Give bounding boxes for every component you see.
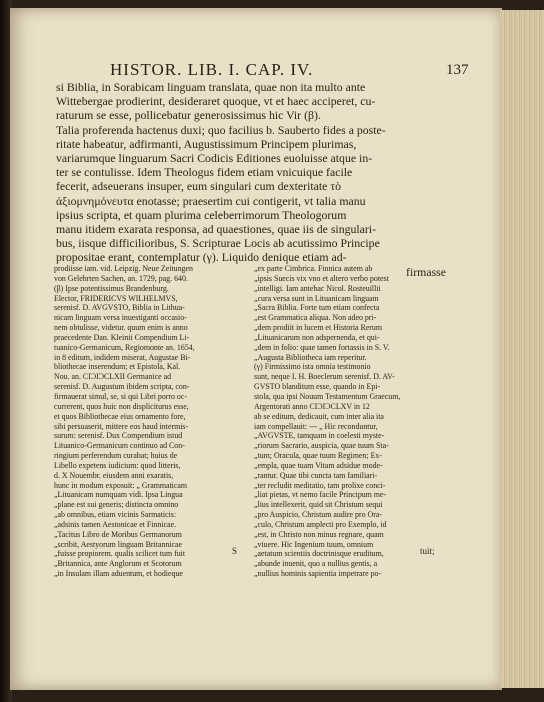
footnote-line: „Tacitus Libro de Moribus Germanorum — [54, 529, 182, 539]
footnote-line: Elector, FRIDERICVS WILHELMVS, — [54, 293, 178, 303]
text-line: bus, iisque difficilioribus, S. Scripturae Locis ab acutissimo Principe — [56, 236, 380, 251]
text-line: si Biblia, in Sorabicam linguam translata, quae non ita multo ante — [56, 80, 366, 94]
footnote-line: „dem in folio: quae tamen fortassis in S. V. — [254, 342, 390, 352]
footnote-line: Argentorati anno CIƆIƆCLXV in 12 — [254, 401, 370, 411]
footnote-line: „riorum Sacrario, auspicia, quae tuum Sta- — [254, 441, 389, 451]
catchword: tuit; — [420, 546, 435, 556]
footnote-line: ringium perferendum curabat; huius de — [54, 451, 178, 461]
footnote-line: „Britannica, ante Anglorum et Scotorum — [54, 559, 182, 569]
footnote-line: iam compellauit: --- „ Hic reconduntur, — [254, 421, 378, 431]
footnote-line: „plane est sui generis; distincta omnino — [54, 500, 179, 510]
footnote-line: „lius intellexerit, quid sit Christum sequi — [254, 500, 383, 510]
footnote-line: firmauerat simul, se, si qui Libri porro oc- — [54, 391, 188, 401]
text-line: raturum se esse, pollicebatur generosissimus hic Vir (β). — [56, 108, 321, 123]
footnote-line: (β) Ipse potentissimus Brandenburg. — [54, 283, 169, 293]
footnote-line: surum: serenisf. Dux Compendium istud — [54, 431, 183, 441]
footnote-line: (γ) Firmissimo ista omnia testimonio — [254, 362, 371, 372]
footnote-line: „abunde inuenit, quo a nullius gentis, a — [254, 559, 378, 569]
text-line: ἀξιομνημόνευτα enotasse; praesertim cui contigerit, vt talia manu — [56, 193, 366, 208]
footnote-line: „Sacra Biblia. Forte tum etiam confecta — [254, 303, 380, 313]
footnote-line: „aetatum scientiis doctrinisque eruditum, — [254, 549, 384, 559]
text-line: Wittebergae prodierint, desideraret quoque, vt et haec acciperet, cu- — [56, 94, 376, 109]
footnote-line: serenisf. D. AVGVSTO, Biblia in Lithua- — [54, 303, 185, 313]
footnote-line: praecedente Dan. Kleinii Compendium Li- — [54, 332, 190, 342]
footnote-line: tuanico-Germanicum, Regiomonte an. 1654, — [54, 342, 195, 352]
footnote-line: „fuisse propiorem. qualis scilicet tum fuit — [54, 549, 186, 559]
footnote-line: „nullius hominis sapientia impetrare po- — [254, 569, 382, 579]
footnote-line: „in Insulam illam aduentum, et hodieque — [54, 569, 183, 579]
text-line: ipsius scripta, et quam plurima celeberrimorum Theologorum — [56, 207, 347, 222]
footnote-line: „rantur. Quae tibi cuncta tam familiari- — [254, 470, 378, 480]
footnote-line: et quos Bibliothecae eius ornamento fore, — [54, 411, 186, 421]
footnote-line: stola, qua ipsi Nouum Testamentum Graecum, — [254, 391, 401, 401]
footnote-line: „AVGVSTE, tamquam in coelesti myste- — [254, 431, 385, 441]
text-line: firmasse — [406, 264, 446, 279]
text-line: fecerit, adseuerans insuper, eum singulari cum dexteritate τὸ — [56, 179, 341, 194]
text-line: Talia proferenda hactenus duxi; quo facilius b. Sauberto fides a poste- — [56, 122, 386, 137]
footnote-line: serenisf. D. Augustum ibidem scripta, con- — [54, 382, 190, 392]
footnote-line: Lituanico-Germanicum continuo ad Con- — [54, 441, 185, 451]
footnote-line: currerent, quos huic non displiciturus esse, — [54, 401, 189, 411]
text-line: ter se contulisse. Idem Theologus fidem etiam vnicuique facile — [56, 165, 353, 180]
footnote-line: „viuere. Hic Ingenium tuum, omnium — [254, 539, 374, 549]
footnote-line: „pro Auspicio, Christum audire pro Ora- — [254, 510, 382, 520]
footnote-line: „Lituanicarum non adspernenda, et qui- — [254, 332, 380, 342]
footnote-line: „est, in Christo non minus regnare, quam — [254, 529, 384, 539]
footnote-line: „Lituanicam numquam vidi. Ipsa Lingua — [54, 490, 183, 500]
footnote-line: „cura versa sunt in Lituanicam linguam — [254, 293, 379, 303]
footnote-line: Libello expetens iudicium: quod litteris, — [54, 460, 181, 470]
footnote-line: nem obtulisse, videtur. quum enim is anno — [54, 323, 188, 333]
page-edges — [500, 10, 544, 688]
footnote-line: in 8 editum, indidem miserat, Augustae Bi- — [54, 352, 191, 362]
page-number: 137 — [446, 62, 469, 78]
footnote-line: bliothecae inserendum; et Epistola, Kal. — [54, 362, 181, 372]
footnote-line: sunt, neque I. H. Boeclerum serenisf. D. AV- — [254, 372, 395, 382]
footnote-line: „dem prodiit in lucem et Historia Rerum — [254, 323, 382, 333]
footnote-line: Nou. an. CIƆIƆCLXII Germanice ad — [54, 372, 172, 382]
footnote-line: nicam linguam versa inuestiganti occasio- — [54, 313, 187, 323]
footnote-line: „ipsis Suecis vix vno et altero verbo potest — [254, 273, 389, 283]
footnote-line: sibi persuaserit, mittere eos haud intermis- — [54, 421, 189, 431]
footnote-line: „scribit, Aestyorum linguam Britannicae — [54, 539, 182, 549]
text-line: propositae erant, contemplatur (γ). Liquido denique etiam ad- — [56, 250, 347, 265]
footnote-line: „est Grammatica aliqua. Non adeo pri- — [254, 313, 377, 323]
footnote-line: „ex parte Cimbrica. Finnica autem ab — [254, 264, 373, 273]
footnote-line: „liat pietas, vt nemo facile Principum me- — [254, 490, 387, 500]
footnote-column-right — [254, 264, 444, 579]
signature-mark: S — [232, 546, 238, 556]
footnote-line: „culo, Christum amplecti pro Exemplo, id — [254, 519, 387, 529]
footnote-line: „adsinis tamen Aestonicae et Finnicae. — [54, 519, 177, 529]
main-text — [56, 80, 446, 279]
footnote-line: von Gelehrten Sachen, an. 1729, pag. 640. — [54, 273, 188, 283]
text-line: variarumque linguarum Sacri Codicis Editiones euoluisse atque in- — [56, 151, 373, 166]
footnote-line: GVSTO blanditum esse, quando in Epi- — [254, 382, 381, 392]
footnote-line: „tum; Oracula, quae tuum Regimen; Ex- — [254, 451, 382, 461]
footnote-line: „ter recludit meditatio, tam prolixe conci- — [254, 480, 386, 490]
footnote-line: ab se editum, dedicauit, cum inter alia ita — [254, 411, 384, 421]
footnote-line: prodiisse iam. vid. Leipzig. Neue Zeitungen — [54, 264, 193, 273]
footnote-line: „empla, quae tuam Vitam adsidue mode- — [254, 460, 383, 470]
footnote-line: „Augusta Bibliotheca iam reperitur. — [254, 352, 367, 362]
footnote-line: hunc in modum exposuit: „ Grammaticam — [54, 480, 188, 490]
footnote-line: d. X Nouembr. eiusdem anni exaratis, — [54, 470, 174, 480]
running-head: HISTOR. LIB. I. CAP. IV. — [110, 60, 314, 79]
footnote-line: „ab omnibus, etiam vicinis Sarmaticis: — [54, 510, 177, 520]
text-line: ritate habeatur, adfirmanti, Augustissimum Principem plurimas, — [56, 136, 357, 151]
text-line: manu itidem exarata responsa, ad quaestiones, quae iis de singulari- — [56, 222, 377, 237]
footnote-column-left — [54, 264, 244, 579]
footnote-line: „intelligi. Iam antehac Nicol. Rosteuillii — [254, 283, 381, 293]
